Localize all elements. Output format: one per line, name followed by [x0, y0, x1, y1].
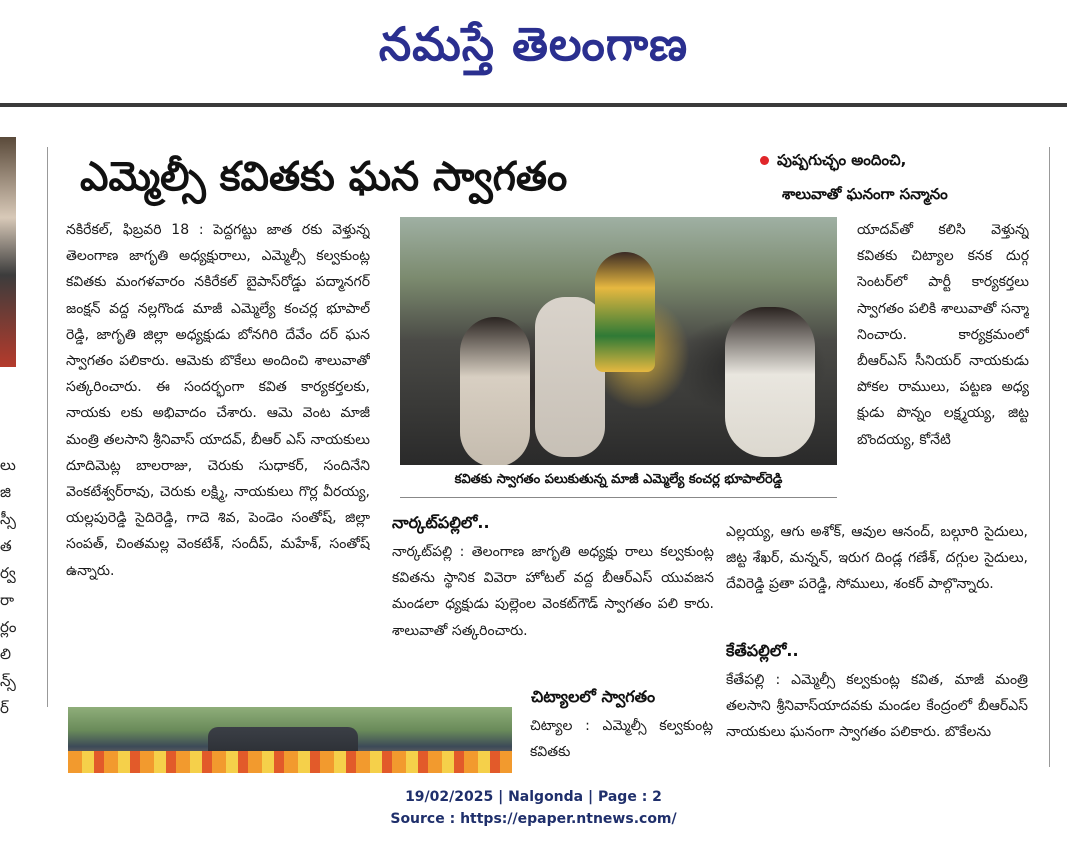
photo-flowers	[68, 751, 512, 773]
left-edge-char: స్సీ	[0, 510, 16, 528]
main-news-photo	[400, 217, 837, 465]
article-body-right-continued: ఎల్లయ్య, ఆగు అశోక్, ఆవుల ఆనంద్, బల్గూరి సైదులు, జిట్ట శేఖర్, మన్నన్, ఇరుగ దిండ్ల గణేశ్, దగ్గుల సైదులు, దేవిరెడ్డి ప్రతా పరెడ్డి, సోములు, శంకర్ పాల్గొన్నారు.	[726, 524, 1028, 593]
page-footer	[0, 786, 1067, 830]
caption-divider	[400, 497, 837, 498]
article-headline: ఎమ్మెల్సీ కవితకు ఘన స్వాగతం	[80, 154, 568, 200]
article-chityala: చిట్యాల : ఎమ్మెల్సీ కల్వకుంట్ల కవితకు	[530, 718, 713, 761]
left-edge-text	[0, 452, 20, 722]
article-body-main: నకిరేకల్, ఫిబ్రవరి 18 : పెద్దగట్టు జాత రకు వెళ్తున్న తెలంగాణ జాగృతి అధ్యక్షురాలు, ఎమ్మెల్సీ కల్వకుంట్ల కవితకు మంగళవారం నకిరేకల్ బైపాస్‌రోడ్డు పద్మానగర్ జంక్షన్ వద్ద నల్లగొండ మాజీ ఎమ్మెల్యే కంచర్ల భూపాల్ రెడ్డి, జాగృతి జిల్లా అధ్యక్షుడు బోనగిరి దేవేం దర్ ఘన స్వాగతం పలికారు. ఆమెకు బొకేలు అందించి శాలువాతో సత్కరించారు. ఈ సందర్భంగా కవిత కార్యకర్తలకు, నాయకు లకు అభివాదం చేశారు. ఆమె వెంట మాజీ మంత్రి తలసాని శ్రీనివాస్ యాదవ్, బీఆర్ ఎస్ నాయకులు దూదిమెట్ల బాలరాజు, చెరుకు సుధాకర్, సందినేని వెంకటేశ్వర్‌రావు, చెరుకు లక్ష్మి, నాయకులు గొర్ల వీరయ్య, యల్లపురెడ్డి సైదిరెడ్డి, గాదె శివ, పెండెం సంతోష్, జిల్లా సంపత్, చింతమల్ల వెంకటేశ్, సందీప్, మహేశ్, సంతోష్ ఉన్నారు.	[66, 222, 370, 579]
left-edge-char: ర్	[0, 699, 9, 717]
photo-person	[725, 307, 815, 457]
bullet-icon	[760, 156, 769, 165]
left-edge-photo	[0, 137, 16, 367]
left-edge-char: లు	[0, 456, 16, 474]
left-edge-char: ర్లం	[0, 618, 17, 636]
photo-caption: కవితకు స్వాగతం పలుకుతున్న మాజీ ఎమ్మెల్యే కంచర్ల భూపాల్‌రెడ్డి	[454, 472, 783, 487]
footer-source-link[interactable]: Source : https://epaper.ntnews.com/	[390, 811, 677, 827]
left-edge-char: న్స్	[0, 672, 16, 690]
left-edge-char: రా	[0, 591, 15, 609]
footer-date-edition: 19/02/2025 | Nalgonda | Page : 2	[405, 789, 662, 805]
article-kethepally: కేతేపల్లి : ఎమ్మెల్సీ కల్వకుంట్ల కవిత, మాజీ మంత్రి తలసాని శ్రీనివాస్‌యాదవకు మండల కేంద్రంలో బీఆర్ఎస్ నాయకులు ఘనంగా స్వాగతం పలికారు. బొకేలను	[726, 672, 1028, 741]
column-divider	[1049, 147, 1050, 767]
highlight-line-2: శాలువాతో ఘనంగా సన్మానం	[782, 185, 948, 203]
column-divider	[47, 147, 48, 707]
photo-person	[460, 317, 530, 465]
subheading-chityala: చిట్యాలలో స్వాగతం	[531, 687, 656, 706]
photo-person	[595, 252, 655, 372]
article-body-right: యాదవ్‌తో కలిసి వెళ్తున్న కవితకు చిట్యాల కనక దుర్గ సెంటర్‌లో పార్టీ కార్యకర్తలు స్వాగతం పలికి శాలువాతో సన్మా నించారు. కార్యక్రమంలో బీఆర్ఎస్ సీనియర్ నాయకుడు పోకల రాములు, పట్టణ అధ్య క్షుడు పొన్నం లక్ష్మయ్య, జిట్ట బొందయ్య, కోనేటి	[857, 222, 1029, 448]
subheading-kethepally: కేతేపల్లిలో..	[726, 641, 799, 660]
left-edge-char: జి	[0, 483, 11, 501]
highlight-line-1: పుష్పగుచ్ఛం అందించి,	[760, 143, 1050, 177]
secondary-news-photo	[68, 707, 512, 773]
masthead	[0, 0, 1067, 100]
left-edge-char: లి	[0, 645, 11, 663]
article-narkatpally: నార్కట్‌పల్లి : తెలంగాణ జాగృతి అధ్యక్షు రాలు కల్వకుంట్ల కవితను స్థానిక వివెరా హోటల్ వద్ద బీఆర్ఎస్ యువజన మండలా ధ్యక్షుడు పుల్లెంల వెంకట్‌గౌడ్ స్వాగతం పలి కారు. శాలువాతో సత్కరించారు.	[392, 544, 714, 639]
highlight-box	[760, 143, 1050, 211]
left-edge-char: త	[0, 537, 12, 555]
subheading-narkatpally: నార్కట్‌పల్లిలో..	[392, 513, 490, 532]
left-edge-char: ర్వ	[0, 564, 16, 582]
newspaper-page	[0, 107, 1067, 773]
masthead-logo: నమస్తే తెలంగాణ	[378, 17, 689, 71]
